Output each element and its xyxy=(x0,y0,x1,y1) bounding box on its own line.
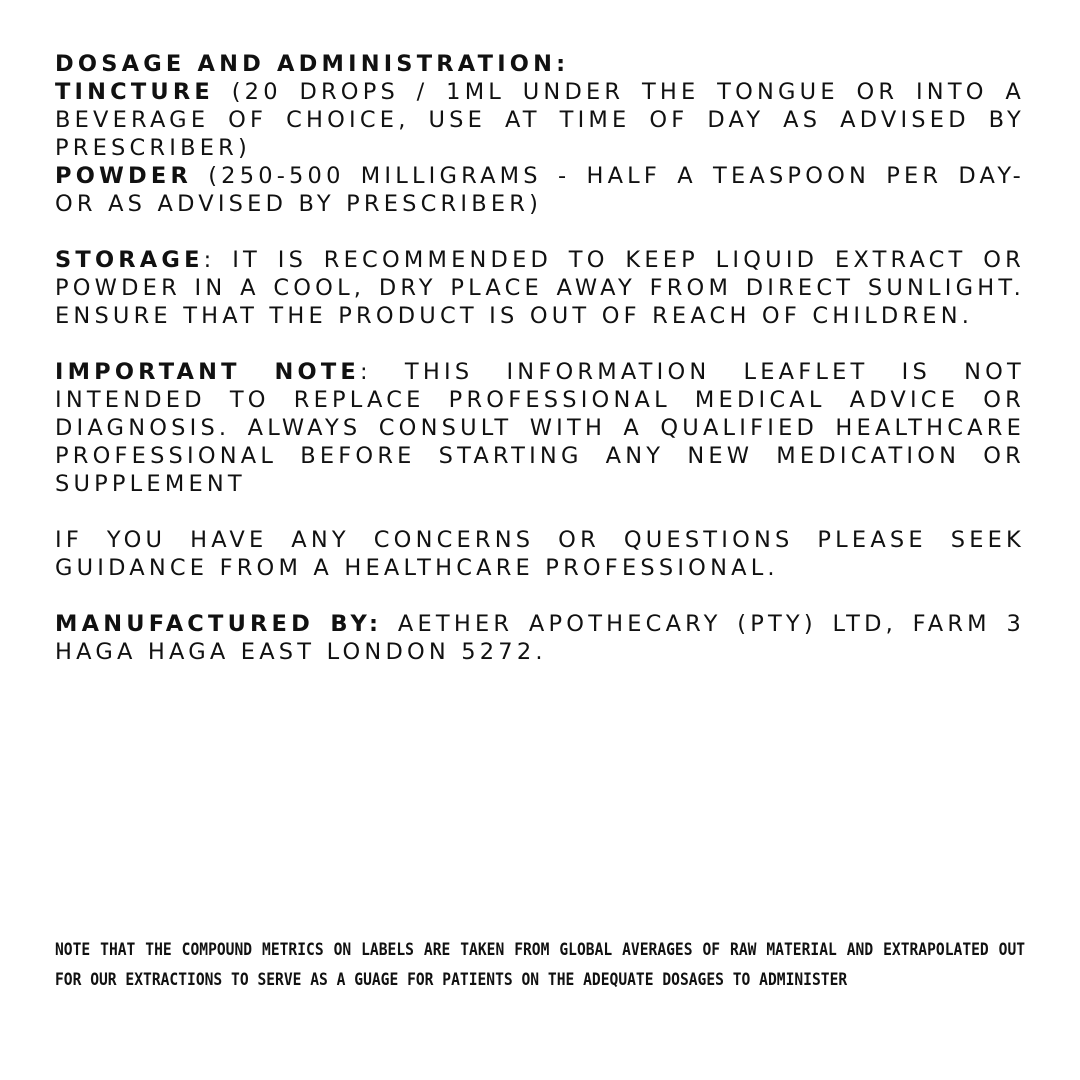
manufacturer-label: MANUFACTURED BY: xyxy=(55,611,383,637)
important-note-label: IMPORTANT NOTE xyxy=(55,359,360,385)
important-note-text: : THIS INFORMATION LEAFLET IS NOT INTENDED TO REPLACE PROFESSIONAL MEDICAL ADVICE OR DIAGNOSIS. ALWAYS CONSULT WITH A QUALIFIED HEALTHCARE PROFESSIONAL BEFORE STARTING ANY NEW MEDICATION OR SUPPLEMENT xyxy=(55,359,1025,497)
powder-label: POWDER xyxy=(55,163,193,189)
storage-text: : IT IS RECOMMENDED TO KEEP LIQUID EXTRACT OR POWDER IN A COOL, DRY PLACE AWAY FROM DIRECT SUNLIGHT. ENSURE THAT THE PRODUCT IS OUT OF REACH OF CHILDREN. xyxy=(55,247,1025,329)
dosage-heading: DOSAGE AND ADMINISTRATION: xyxy=(55,51,570,77)
tincture-text: (20 DROPS / 1ML UNDER THE TONGUE OR INTO A BEVERAGE OF CHOICE, USE AT TIME OF DAY AS ADVISED BY PRESCRIBER) xyxy=(55,79,1025,161)
leaflet-body xyxy=(55,50,1025,666)
powder-text: (250-500 MILLIGRAMS - HALF A TEASPOON PER DAY- OR AS ADVISED BY PRESCRIBER) xyxy=(55,163,1025,217)
tincture-label: TINCTURE xyxy=(55,79,214,105)
storage-section xyxy=(55,246,1025,330)
storage-label: STORAGE xyxy=(55,247,204,273)
important-note-section xyxy=(55,358,1025,498)
footer-note: NOTE THAT THE COMPOUND METRICS ON LABELS ARE TAKEN FROM GLOBAL AVERAGES OF RAW MATERIAL AND EXTRAPOLATED OUT FOR OUR EXTRACTIONS TO SERVE AS A GUAGE FOR PATIENTS ON THE ADEQUATE DOSAGES TO ADMINISTER xyxy=(55,940,1026,990)
manufacturer-section xyxy=(55,610,1025,666)
manufacturer-text: AETHER APOTHECARY (PTY) LTD, FARM 3 HAGA HAGA EAST LONDON 5272. xyxy=(55,611,1025,665)
concerns-section xyxy=(55,526,1025,582)
concerns-text: IF YOU HAVE ANY CONCERNS OR QUESTIONS PLEASE SEEK GUIDANCE FROM A HEALTHCARE PROFESSIONAL. xyxy=(55,527,1025,581)
dosage-section xyxy=(55,50,1025,218)
